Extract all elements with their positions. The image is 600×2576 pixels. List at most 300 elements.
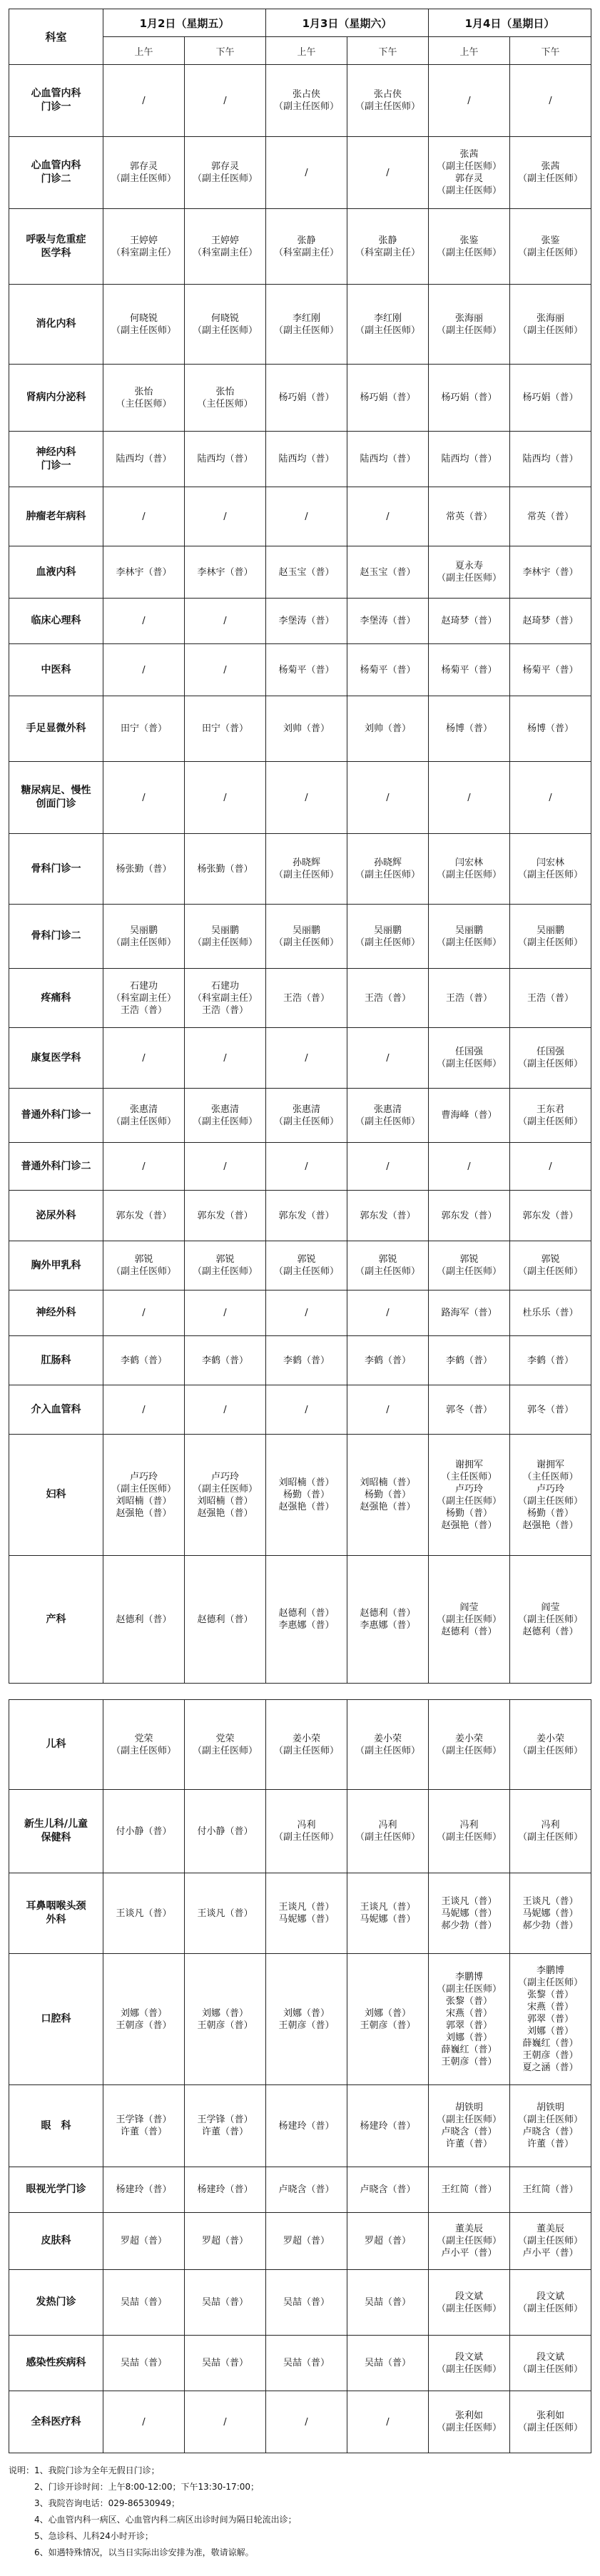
schedule-cell — [103, 1435, 185, 1556]
doctor-entry-line: 石建功 — [129, 980, 158, 992]
schedule-cell — [185, 1954, 266, 2085]
doctor-entry-line: 杨建玲（普） — [116, 2184, 172, 2195]
doctor-entry-line: 刘娜（普） — [527, 2026, 574, 2037]
doctor-entry-line: 张占侠 — [292, 89, 320, 100]
doctor-entry-line: （主任医师） — [441, 1471, 497, 1482]
schedule-cell — [266, 644, 347, 696]
doctor-entry-line: 孙晓辉 — [373, 857, 402, 868]
department-name: 眼视光学门诊 — [9, 2167, 103, 2213]
table-body — [9, 65, 591, 2453]
doctor-entry-line: 郭东发（普） — [278, 1210, 335, 1221]
doctor-entry-line: 赵德利（普） — [522, 1626, 579, 1637]
schedule-cell — [510, 1028, 591, 1089]
doctor-entry-line: 刘昭楠（普） — [360, 1477, 416, 1488]
schedule-cell — [266, 365, 347, 432]
doctor-entry-line: 孙晓辉 — [292, 857, 320, 868]
doctor-entry-line: 罗超（普） — [120, 2236, 167, 2246]
doctor-entry-line: 吴丽鹏 — [454, 925, 483, 936]
doctor-entry-line: 张鉴 — [459, 235, 479, 246]
schedule-cell — [185, 546, 266, 599]
doctor-entry-line: 赵强艳（普） — [441, 1519, 497, 1531]
schedule-cell — [185, 644, 266, 696]
doctor-entry-line: 郭存灵 — [129, 161, 158, 172]
schedule-cell — [185, 432, 266, 487]
doctor-entry-line: 常英（普） — [527, 511, 574, 522]
doctor-entry-line: 马妮娜（普） — [522, 1908, 579, 1919]
doctor-entry-line: 卢巧玲 — [536, 1483, 564, 1495]
schedule-cell — [347, 137, 429, 209]
doctor-entry-line: 党荣 — [134, 1733, 153, 1744]
doctor-entry-line: 张茜 — [541, 161, 560, 172]
schedule-cell — [266, 969, 347, 1028]
no-clinic-mark: / — [305, 1161, 308, 1172]
doctor-entry-line: （副主任医师） — [111, 1483, 176, 1495]
doctor-entry-line: 王谈凡（普） — [360, 1902, 416, 1913]
schedule-cell — [185, 1700, 266, 1790]
schedule-cell — [510, 969, 591, 1028]
doctor-entry-line: 杨巧娟（普） — [360, 392, 416, 403]
schedule-cell — [510, 1790, 591, 1873]
schedule-cell — [347, 1435, 429, 1556]
schedule-cell — [429, 762, 510, 834]
schedule-cell — [510, 65, 591, 137]
schedule-cell — [510, 2336, 591, 2391]
schedule-cell — [266, 285, 347, 365]
no-clinic-mark: / — [467, 95, 471, 106]
schedule-cell — [103, 1089, 185, 1143]
department-name: 新生儿科/儿童 保健科 — [9, 1790, 103, 1873]
schedule-cell — [103, 2167, 185, 2213]
schedule-cell — [103, 1873, 185, 1954]
schedule-cell — [347, 365, 429, 432]
doctor-entry-line: 赵强艳（普） — [360, 1502, 416, 1512]
schedule-cell — [185, 969, 266, 1028]
table-row — [9, 2336, 591, 2391]
doctor-entry-line: （副主任医师） — [436, 161, 502, 172]
schedule-cell — [266, 905, 347, 969]
doctor-entry-line: 吴喆（普） — [201, 2297, 248, 2308]
doctor-entry-line: 刘娜（普） — [445, 2032, 492, 2043]
no-clinic-mark: / — [223, 792, 227, 803]
no-clinic-mark: / — [142, 664, 146, 676]
table-row — [9, 1143, 591, 1191]
no-clinic-mark: / — [142, 792, 146, 803]
schedule-cell — [347, 762, 429, 834]
schedule-cell — [429, 2213, 510, 2270]
schedule-cell — [429, 1191, 510, 1241]
schedule-cell — [347, 1290, 429, 1336]
schedule-cell — [429, 285, 510, 365]
schedule-cell — [510, 432, 591, 487]
department-name: 康复医学科 — [9, 1028, 103, 1089]
doctor-entry-line: （副主任医师） — [192, 325, 258, 336]
header-pm-day1: 下午 — [185, 37, 266, 65]
no-clinic-mark: / — [223, 511, 227, 522]
doctor-entry-line: 李鹤（普） — [364, 1355, 411, 1366]
note-item: 5、急诊科、儿科24小时开诊； — [34, 2531, 153, 2541]
schedule-cell — [103, 696, 185, 762]
no-clinic-mark: / — [142, 616, 146, 626]
doctor-entry-line: 杨菊平（普） — [441, 664, 497, 676]
schedule-cell — [347, 969, 429, 1028]
doctor-entry-line: 杜乐乐（普） — [522, 1308, 579, 1318]
doctor-entry-line: 吴丽鹏 — [536, 925, 564, 936]
doctor-entry-line: 郭冬（普） — [445, 1404, 492, 1415]
doctor-entry-line: 杨勤（普） — [364, 1490, 411, 1500]
schedule-cell — [429, 1556, 510, 1684]
schedule-cell — [266, 762, 347, 834]
schedule-cell — [266, 1290, 347, 1336]
schedule-cell — [185, 1191, 266, 1241]
schedule-cell — [347, 1089, 429, 1143]
table-row — [9, 834, 591, 905]
doctor-entry-line: 张惠清 — [373, 1104, 402, 1115]
doctor-entry-line: 马妮娜（普） — [360, 1914, 416, 1925]
doctor-entry-line: 何晓锐 — [210, 312, 239, 324]
department-name: 神经外科 — [9, 1290, 103, 1336]
doctor-entry-line: 段文斌 — [454, 2291, 483, 2302]
schedule-cell — [429, 1336, 510, 1385]
schedule-cell — [510, 834, 591, 905]
doctor-entry-line: 赵琦梦（普） — [522, 616, 579, 626]
schedule-cell — [510, 2391, 591, 2453]
doctor-entry-line: 谢拥军 — [454, 1459, 483, 1470]
no-clinic-mark: / — [223, 1308, 227, 1318]
doctor-entry-line: （副主任医师） — [192, 1745, 258, 1756]
department-name: 心血管内科 门诊二 — [9, 137, 103, 209]
doctor-entry-line: 郭东发（普） — [522, 1210, 579, 1221]
doctor-entry-line: （副主任医师） — [436, 247, 502, 258]
department-name: 妇科 — [9, 1435, 103, 1556]
doctor-entry-line: （副主任医师） — [436, 1614, 502, 1625]
schedule-cell — [347, 2213, 429, 2270]
doctor-entry-line: （副主任医师） — [517, 2303, 583, 2314]
doctor-entry-line: 胡铁明 — [536, 2102, 564, 2113]
schedule-cell — [347, 696, 429, 762]
schedule-cell — [429, 546, 510, 599]
doctor-entry-line: （主任医师） — [197, 398, 253, 409]
schedule-cell — [510, 599, 591, 644]
schedule-cell — [347, 65, 429, 137]
doctor-entry-line: 王学锋（普） — [116, 2114, 172, 2125]
no-clinic-mark: / — [142, 1161, 146, 1172]
schedule-cell — [185, 2336, 266, 2391]
schedule-cell — [266, 1028, 347, 1089]
doctor-entry-line: （副主任医师） — [111, 1745, 176, 1756]
schedule-cell — [429, 432, 510, 487]
doctor-entry-line: 李林宇（普） — [116, 566, 172, 578]
doctor-entry-line: 吴喆（普） — [120, 2297, 167, 2308]
header-department: 科室 — [9, 9, 103, 65]
schedule-cell — [429, 2391, 510, 2453]
schedule-cell — [103, 644, 185, 696]
doctor-entry-line: 李鹤（普） — [527, 1355, 574, 1366]
doctor-entry-line: 刘帅（普） — [364, 723, 411, 734]
doctor-entry-line: 李鹤（普） — [201, 1355, 248, 1366]
doctor-entry-line: 郭锐 — [459, 1254, 479, 1265]
doctor-entry-line: 刘昭楠（普） — [278, 1477, 335, 1488]
no-clinic-mark: / — [142, 95, 146, 106]
doctor-entry-line: 张惠清 — [292, 1104, 320, 1115]
schedule-cell — [103, 285, 185, 365]
doctor-entry-line: 吴喆（普） — [364, 2358, 411, 2368]
doctor-entry-line: 张静 — [297, 235, 316, 246]
doctor-entry-line: （副主任医师） — [192, 1266, 258, 1277]
table-header — [9, 9, 591, 65]
doctor-entry-line: 田宁（普） — [201, 723, 248, 734]
schedule-cell — [185, 1336, 266, 1385]
doctor-entry-line: 张海丽 — [454, 312, 483, 324]
doctor-entry-line: （副主任医师） — [273, 1745, 339, 1756]
doctor-entry-line: 赵德利（普） — [197, 1614, 253, 1625]
doctor-entry-line: 吴喆（普） — [364, 2297, 411, 2308]
doctor-entry-line: （副主任医师） — [355, 1832, 420, 1843]
doctor-entry-line: 任国强 — [536, 1047, 564, 1057]
doctor-entry-line: （科室副主任） — [192, 992, 258, 1004]
doctor-entry-line: 杨博（普） — [527, 723, 574, 734]
doctor-entry-line: （副主任医师） — [436, 1745, 502, 1756]
no-clinic-mark: / — [386, 792, 390, 803]
schedule-cell — [185, 365, 266, 432]
doctor-entry-line: 吴丽鹏 — [129, 925, 158, 936]
note-item: 4、心血管内科一病区、心血管内科二病区出诊时间为隔日轮流出诊； — [34, 2515, 297, 2525]
schedule-cell — [185, 285, 266, 365]
schedule-cell — [185, 2213, 266, 2270]
doctor-entry-line: 段文斌 — [536, 2291, 564, 2302]
doctor-entry-line: 陆西均（普） — [441, 454, 497, 464]
schedule-cell — [510, 696, 591, 762]
doctor-entry-line: （副主任医师） — [517, 870, 583, 880]
department-name: 皮肤科 — [9, 2213, 103, 2270]
schedule-cell — [185, 2167, 266, 2213]
no-clinic-mark: / — [386, 1308, 390, 1318]
table-row — [9, 696, 591, 762]
schedule-cell — [103, 1790, 185, 1873]
no-clinic-mark: / — [549, 95, 552, 106]
schedule-cell — [185, 905, 266, 969]
doctor-entry-line: 李林宇（普） — [197, 566, 253, 578]
schedule-cell — [347, 546, 429, 599]
doctor-entry-line: 罗超（普） — [283, 2236, 330, 2246]
department-name: 肛肠科 — [9, 1336, 103, 1385]
schedule-cell — [429, 599, 510, 644]
department-name: 泌尿外科 — [9, 1191, 103, 1241]
no-clinic-mark: / — [142, 2416, 146, 2428]
doctor-entry-line: 赵强艳（普） — [278, 1502, 335, 1512]
doctor-entry-line: 李鹤（普） — [283, 1355, 330, 1366]
doctor-entry-line: 常英（普） — [445, 511, 492, 522]
schedule-cell — [103, 2085, 185, 2167]
schedule-cell — [103, 432, 185, 487]
schedule-cell — [185, 1290, 266, 1336]
doctor-entry-line: 杨巧娟（普） — [441, 392, 497, 403]
table-row — [9, 487, 591, 546]
table-row — [9, 1089, 591, 1143]
doctor-entry-line: （副主任医师） — [436, 573, 502, 584]
department-name: 疼痛科 — [9, 969, 103, 1028]
doctor-entry-line: （副主任医师） — [273, 1116, 339, 1127]
schedule-cell — [347, 1241, 429, 1290]
doctor-entry-line: （副主任医师） — [111, 1266, 176, 1277]
doctor-entry-line: 谢拥军 — [536, 1459, 564, 1470]
doctor-entry-line: （副主任医师） — [436, 937, 502, 948]
doctor-entry-line: 杨建玲（普） — [197, 2184, 253, 2195]
schedule-cell — [185, 1385, 266, 1435]
schedule-cell — [429, 1385, 510, 1435]
department-name: 糖尿病足、慢性 创面门诊 — [9, 762, 103, 834]
doctor-entry-line: 杨勤（普） — [283, 1490, 330, 1500]
schedule-cell — [103, 1954, 185, 2085]
table-row — [9, 2213, 591, 2270]
doctor-entry-line: （副主任医师） — [517, 2236, 583, 2246]
doctor-entry-line: （副主任医师） — [355, 101, 420, 112]
schedule-cell — [347, 2391, 429, 2453]
no-clinic-mark: / — [467, 1161, 471, 1172]
doctor-entry-line: 王浩（普） — [120, 1004, 167, 1016]
doctor-entry-line: （副主任医师） — [517, 1495, 583, 1507]
schedule-cell — [429, 2167, 510, 2213]
schedule-cell — [429, 1435, 510, 1556]
doctor-entry-line: 郭锐 — [134, 1254, 153, 1265]
schedule-cell — [429, 1873, 510, 1954]
doctor-entry-line: 陆西均（普） — [278, 454, 335, 464]
schedule-cell — [185, 599, 266, 644]
doctor-entry-line: （副主任医师） — [517, 1614, 583, 1625]
doctor-entry-line: （副主任医师） — [517, 2114, 583, 2125]
doctor-entry-line: （副主任医师） — [517, 1745, 583, 1756]
schedule-cell — [103, 487, 185, 546]
doctor-entry-line: 王浩（普） — [527, 992, 574, 1004]
table-row — [9, 1385, 591, 1435]
doctor-entry-line: 许董（普） — [445, 2139, 492, 2149]
doctor-entry-line: 王婷婷 — [129, 235, 158, 246]
schedule-cell — [347, 2085, 429, 2167]
schedule-cell — [429, 2085, 510, 2167]
doctor-entry-line: 赵强艳（普） — [522, 1519, 579, 1531]
doctor-entry-line: 王浩（普） — [283, 992, 330, 1004]
schedule-cell — [103, 365, 185, 432]
doctor-entry-line: 郭东发（普） — [441, 1210, 497, 1221]
doctor-entry-line: 杨勤（普） — [527, 1507, 574, 1519]
doctor-entry-line: 王浩（普） — [201, 1004, 248, 1016]
doctor-entry-line: （副主任医师） — [436, 2423, 502, 2433]
schedule-cell — [347, 1954, 429, 2085]
doctor-entry-line: 郝少勃（普） — [441, 1920, 497, 1931]
notes-label: 说明： — [9, 2465, 35, 2475]
department-name: 儿科 — [9, 1700, 103, 1790]
doctor-entry-line: （副主任医师） — [355, 1116, 420, 1127]
doctor-entry-line: 夏永寿 — [454, 561, 483, 571]
schedule-cell — [185, 487, 266, 546]
doctor-entry-line: 田宁（普） — [120, 723, 167, 734]
doctor-entry-line: 卢晓含（普） — [441, 2127, 497, 2137]
schedule-cell — [510, 2167, 591, 2213]
doctor-entry-line: 宋燕（普） — [527, 2002, 574, 2012]
no-clinic-mark: / — [305, 792, 308, 803]
doctor-entry-line: （副主任医师） — [111, 1116, 176, 1127]
schedule-cell — [510, 365, 591, 432]
doctor-entry-line: （主任医师） — [116, 398, 172, 409]
no-clinic-mark: / — [549, 1161, 552, 1172]
doctor-entry-line: 马妮娜（普） — [441, 1908, 497, 1919]
doctor-entry-line: 杨张勤（普） — [116, 863, 172, 875]
doctor-entry-line: 刘帅（普） — [283, 723, 330, 734]
doctor-entry-line: 张黎（普） — [445, 1995, 492, 2007]
no-clinic-mark: / — [142, 1404, 146, 1415]
doctor-entry-line: 冯利 — [297, 1820, 316, 1831]
doctor-entry-line: 杨博（普） — [445, 723, 492, 734]
doctor-entry-line: 郭翠（普） — [445, 2020, 492, 2031]
doctor-entry-line: （主任医师） — [522, 1471, 579, 1482]
doctor-entry-line: 石建功 — [210, 980, 239, 992]
doctor-entry-line: 阎莹 — [459, 1602, 479, 1613]
doctor-entry-line: 王浩（普） — [445, 992, 492, 1004]
doctor-entry-line: 冯利 — [541, 1820, 560, 1831]
doctor-entry-line: 卢晓含（普） — [360, 2184, 416, 2195]
doctor-entry-line: 罗超（普） — [201, 2236, 248, 2246]
doctor-entry-line: （副主任医师） — [517, 937, 583, 948]
doctor-entry-line: 卢巧玲 — [129, 1471, 158, 1482]
schedule-cell — [347, 834, 429, 905]
doctor-entry-line: 张鉴 — [541, 235, 560, 246]
doctor-entry-line: 李鹤（普） — [445, 1355, 492, 1366]
doctor-entry-line: 郭锐 — [378, 1254, 397, 1265]
doctor-entry-line: （副主任医师） — [517, 325, 583, 336]
schedule-cell — [510, 285, 591, 365]
table-row — [9, 285, 591, 365]
schedule-cell — [103, 1385, 185, 1435]
doctor-entry-line: 吴喆（普） — [120, 2358, 167, 2368]
schedule-cell — [510, 2085, 591, 2167]
schedule-cell — [347, 1191, 429, 1241]
schedule-cell — [103, 1336, 185, 1385]
schedule-cell — [510, 1385, 591, 1435]
note-item: 2、门诊开诊时间：上午8:00-12:00；下午13:30-17:00； — [34, 2482, 260, 2492]
schedule-cell — [510, 1241, 591, 1290]
doctor-entry-line: 段文斌 — [454, 2351, 483, 2363]
schedule-cell — [266, 2336, 347, 2391]
schedule-cell — [266, 2391, 347, 2453]
department-name: 眼 科 — [9, 2085, 103, 2167]
schedule-cell — [266, 1143, 347, 1191]
schedule-cell — [185, 1873, 266, 1954]
schedule-cell — [103, 1290, 185, 1336]
doctor-entry-line: 王红简（普） — [522, 2184, 579, 2195]
doctor-entry-line: 王朝彦（普） — [278, 2020, 335, 2031]
doctor-entry-line: 夏之涵（普） — [522, 2062, 579, 2073]
no-clinic-mark: / — [305, 167, 308, 178]
doctor-entry-line: 许董（普） — [201, 2127, 248, 2137]
doctor-entry-line: 吴丽鹏 — [292, 925, 320, 936]
header-date-day2: 1月3日（星期六） — [266, 9, 429, 37]
doctor-entry-line: 刘娜（普） — [364, 2007, 411, 2019]
no-clinic-mark: / — [386, 1052, 390, 1064]
doctor-entry-line: 郭锐 — [541, 1254, 560, 1265]
no-clinic-mark: / — [142, 1052, 146, 1064]
schedule-cell — [103, 1028, 185, 1089]
schedule-cell — [429, 365, 510, 432]
no-clinic-mark: / — [223, 2416, 227, 2428]
doctor-entry-line: 党荣 — [215, 1733, 235, 1744]
schedule-cell — [510, 137, 591, 209]
department-name: 普通外科门诊二 — [9, 1143, 103, 1191]
doctor-entry-line: 闫宏林 — [536, 857, 564, 868]
table-row — [9, 2167, 591, 2213]
doctor-entry-line: 卢巧玲 — [210, 1471, 239, 1482]
no-clinic-mark: / — [549, 792, 552, 803]
schedule-cell — [347, 1700, 429, 1790]
no-clinic-mark: / — [386, 167, 390, 178]
